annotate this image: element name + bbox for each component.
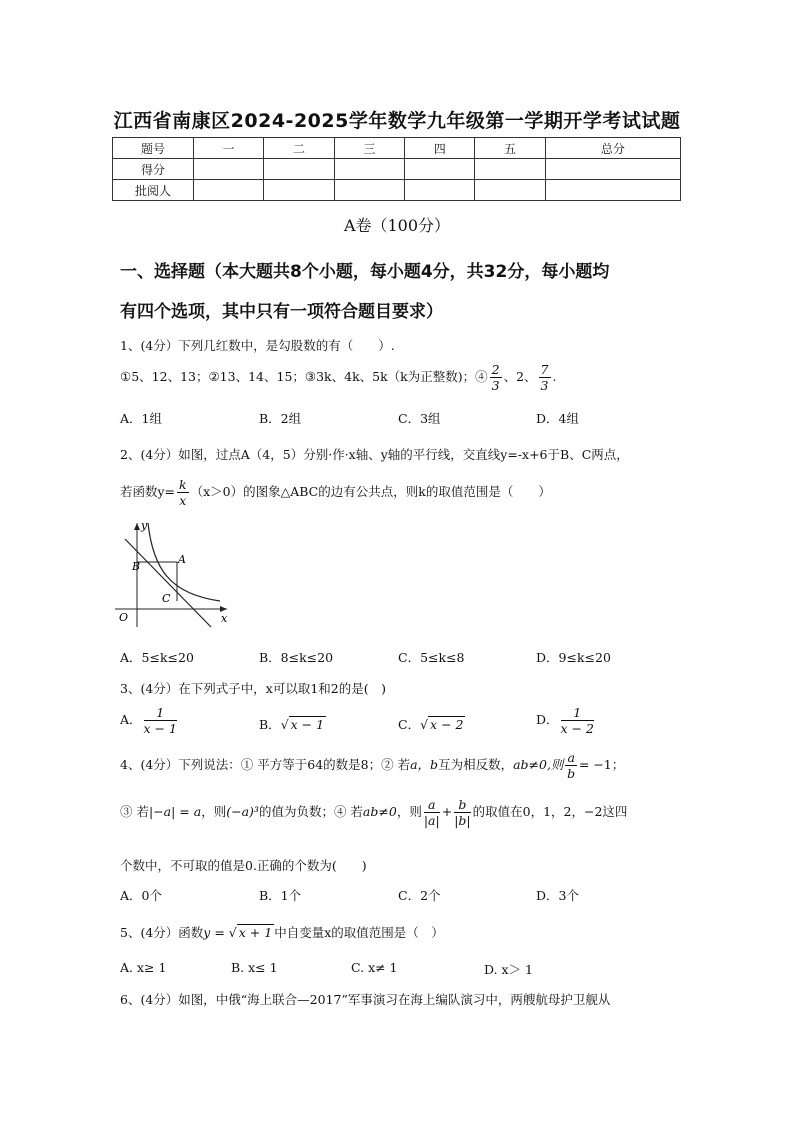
plus-sign: + (441, 804, 453, 819)
option-label: B． (259, 717, 281, 732)
score-header-cell: 二 (264, 138, 334, 159)
q1-option-b[interactable]: B．2组 (259, 411, 302, 426)
section-heading-line1: 一、选择题（本大题共8个小题，每小题4分，共32分，每小题均 (120, 262, 610, 282)
q4-abs-expr: |−a| = a (148, 804, 202, 819)
q4-power-expr: (−a)³ (226, 804, 259, 819)
score-header-cell: 五 (475, 138, 545, 159)
q2-stem-line2 (120, 477, 551, 508)
q4-ab: a，b (410, 757, 439, 772)
q2-fraction (177, 477, 189, 508)
sqrt-sign-icon: √ (420, 717, 429, 732)
q4-fraction-a-abs (424, 797, 440, 828)
numerator: k (179, 477, 187, 492)
numerator: b (454, 797, 470, 813)
q5-text: 5、(4分）函数 (120, 925, 204, 940)
q2-option-c[interactable]: C．5≤k≤8 (398, 650, 465, 665)
q4-text: ③ 若 (120, 804, 149, 819)
point-a-label: A (178, 553, 186, 566)
q4-text: 4、(4分）下列说法：① 平方等于64的数是8；② 若 (120, 757, 411, 772)
score-cell[interactable] (264, 159, 334, 180)
score-header-cell: 三 (334, 138, 404, 159)
denominator: x − 2 (560, 721, 594, 736)
score-table-row (113, 159, 681, 180)
numerator: a (424, 797, 440, 813)
option-label: A． (120, 712, 142, 727)
denominator: b (567, 766, 576, 781)
score-header-cell: 题号 (113, 138, 194, 159)
score-cell[interactable] (334, 159, 404, 180)
q2-option-b[interactable]: B．8≤k≤20 (259, 650, 334, 665)
q5-expr: y = (203, 925, 229, 940)
q1-stem: 1、(4分）下列几红数中，是勾股数的有（ ）. (120, 338, 395, 353)
q2-option-a[interactable]: A．5≤k≤20 (120, 650, 194, 665)
option-label: D． (536, 712, 559, 727)
q2-stem: 2、(4分）如图，过点A（4，5）分别·作·x轴、y轴的平行线，交直线y=-x+6于B、C两点， (120, 447, 629, 462)
q4-option-b[interactable]: B．1个 (259, 888, 302, 903)
radicand: x − 1 (290, 717, 325, 732)
radicand: x − 2 (430, 717, 464, 732)
q5-stem (120, 923, 444, 941)
score-cell[interactable] (475, 159, 545, 180)
q4-text: 的值为负数；④ 若 (258, 804, 363, 819)
option-label: C． (398, 717, 421, 732)
denominator: 3 (491, 378, 500, 393)
score-table-header-row (113, 138, 681, 159)
y-axis-label: y (141, 519, 148, 532)
q4-text: ，则 (396, 804, 422, 819)
q3-a-fraction (144, 705, 177, 736)
q3-stem: 3、(4分）在下列式子中，x可以取1和2的是( ) (120, 681, 386, 696)
q4-line3: 个数中，不可取的值是0.正确的个数为( ) (120, 858, 367, 873)
q1-separator: 、2、 (503, 369, 537, 384)
score-table-row (113, 180, 681, 201)
q3-option-a[interactable] (120, 705, 179, 736)
q1-fraction-1 (490, 362, 502, 393)
score-table (112, 137, 681, 201)
numerator: a (567, 750, 575, 765)
q4-fraction-b-abs (454, 797, 470, 828)
q5-option-d[interactable]: D. x＞ 1 (484, 962, 533, 977)
q1-items-text: ①5、12、13；②13、14、15；③3k、4k、5k（k为正整数)；④ (120, 369, 488, 384)
denominator: x − 1 (143, 721, 177, 736)
q5-option-c[interactable]: C. x≠ 1 (351, 960, 398, 975)
q2-text-b: （x＞0）的图象△ABC的边有公共点，则k的取值范围是（ ） (190, 484, 551, 499)
q2-text-a: 若函数y= (120, 484, 176, 499)
q2-option-d[interactable]: D．9≤k≤20 (536, 650, 611, 665)
q4-ab-nonzero: ab≠0,则 (513, 757, 564, 772)
q5-option-b[interactable]: B. x≤ 1 (231, 960, 278, 975)
sqrt-sign-icon: √ (280, 717, 289, 732)
denominator: x (179, 493, 187, 508)
q3-option-d[interactable] (536, 705, 596, 736)
score-cell[interactable] (264, 180, 334, 201)
y-axis-arrow-icon (134, 523, 140, 530)
score-cell[interactable] (475, 180, 545, 201)
x-axis-label: x (221, 612, 228, 625)
score-cell[interactable] (334, 180, 404, 201)
q1-option-c[interactable]: C．3组 (398, 411, 441, 426)
section-heading-line2: 有四个选项，其中只有一项符合题目要求） (120, 302, 443, 322)
denominator: |b| (454, 813, 471, 828)
numerator: 1 (144, 705, 177, 721)
q1-end: . (552, 369, 557, 384)
score-cell[interactable] (194, 159, 264, 180)
score-header-cell: 一 (194, 138, 264, 159)
line-y-neg-x-plus-6 (125, 539, 211, 627)
q4-text: 的取值在0，1，2，−2这四 (472, 804, 628, 819)
denominator: 3 (540, 378, 549, 393)
q1-items (120, 362, 556, 393)
q4-option-a[interactable]: A．0个 (120, 888, 162, 903)
denominator: |a| (423, 813, 440, 828)
q4-ab-nonzero: ab≠0 (362, 804, 397, 819)
point-c-label: C (162, 592, 171, 605)
score-cell[interactable] (545, 159, 680, 180)
q4-fraction-a-b (565, 750, 576, 781)
score-row-label: 批阅人 (113, 180, 194, 201)
score-cell[interactable] (545, 180, 680, 201)
q4-line1 (120, 750, 624, 781)
q2-graph-figure (115, 519, 230, 629)
score-cell[interactable] (405, 159, 475, 180)
score-header-cell: 四 (405, 138, 475, 159)
q4-text: 互为相反数， (438, 757, 514, 772)
q4-option-c[interactable]: C．2个 (398, 888, 441, 903)
q5-text: 中自变量x的取值范围是（ ） (274, 925, 444, 940)
q6-stem: 6、(4分）如图，中俄“海上联合—2017”军事演习在海上编队演习中，两艘航母护卫舰从 (120, 992, 611, 1007)
origin-label: O (119, 611, 129, 624)
section-a-heading: A卷（100分） (343, 216, 451, 235)
score-cell[interactable] (405, 180, 475, 201)
q1-fraction-2 (539, 362, 551, 393)
q1-option-d[interactable]: D．4组 (536, 411, 579, 426)
q3-option-c[interactable] (398, 715, 465, 733)
score-row-label: 得分 (113, 159, 194, 180)
score-cell[interactable] (194, 180, 264, 201)
q5-option-a[interactable]: A. x≥ 1 (120, 960, 167, 975)
point-b-label: B (132, 560, 141, 573)
exam-title: 江西省南康区2024-2025学年数学九年级第一学期开学考试试题 (113, 110, 681, 132)
q4-option-d[interactable]: D．3个 (536, 888, 579, 903)
q1-option-a[interactable]: A．1组 (120, 411, 162, 426)
radicand: x + 1 (238, 925, 273, 940)
score-header-cell: 总分 (545, 138, 680, 159)
numerator: 7 (540, 362, 549, 377)
q3-option-b[interactable] (259, 715, 326, 733)
q4-text: ，则 (201, 804, 227, 819)
numerator: 1 (561, 705, 594, 721)
numerator: 2 (491, 362, 500, 377)
q3-d-fraction (561, 705, 594, 736)
sqrt-sign-icon: √ (228, 925, 237, 940)
q4-text: = −1； (578, 757, 625, 772)
q4-line2 (120, 797, 627, 828)
